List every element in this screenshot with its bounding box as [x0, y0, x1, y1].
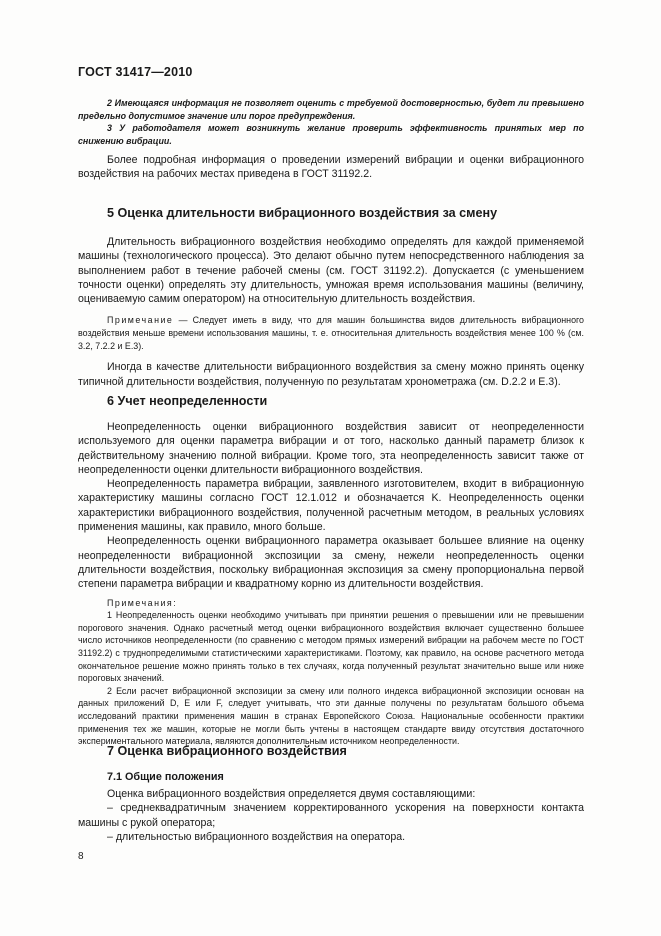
section-7-title: 7 Оценка вибрационного воздействия	[107, 744, 347, 758]
section-7-item-2: – длительностью вибрационного воздействия на оператора.	[107, 830, 406, 843]
notes-label: Примечания:	[107, 597, 178, 608]
subsection-7-1-title: 7.1 Общие положения	[107, 771, 224, 783]
section-6-note-1: 1 Неопределенность оценки необходимо учитывать при принятии решения о превышении или не превышении порогового значения. Однако расчетный метод оценки вибрационного воздействия включает существенно большее число источников неопределенности (по сравнению с методом прямых измерений вибрации на рабочем месте по ГОСТ 31192.2) с труднопределимыми статистическими характеристиками. Поэтому, как правило, на основе расчетного метода окончательное решение можно принять только в тех случаях, когда полученный результат значительно выше или ниже пороговых значений.	[78, 610, 584, 684]
section-7-paragraph-1: Оценка вибрационного воздействия определяется двумя составляющими:	[107, 788, 476, 800]
section-6-note-2: 2 Если расчет вибрационной экспозиции за смену или полного индекса вибрационной экспозиции основан на данных приложений D, Е или F, следует учитывать, что эти данные получены по результатам большого объема исследований практики применения машин в странах Европейского Союза. Национальные особенности практики применения тех же машин, которые не могли быть учтены в настоящем стандарте ввиду отсутствия достаточного экспериментального материала, являются дополнительным источником неопределенности.	[78, 685, 584, 747]
note-label: Примечание	[107, 315, 174, 326]
section-6-paragraph-1: Неопределенность оценки вибрационного воздействия зависит от неопределенности используемого для оценки параметра вибрации и от того, насколько данный параметр близок к действительному значению полной вибрации. Кроме того, эта неопределенность зависит также от неопределенности оценки длительности вибрационного воздействия.	[78, 421, 584, 476]
section-7-item-1: – среднеквадратичным значением корректированного ускорения на поверхности контакта машины с рукой оператора;	[78, 802, 584, 829]
section-6-paragraph-2: Неопределенность параметра вибрации, заявленного изготовителем, входит в вибрационную характеристику машины согласно ГОСТ 12.1.012 и обозначается K. Неопределенность оценки характеристики вибрационного воздействия, полученной расчетным методом, в реальных условиях применения машины, как правило, много больше.	[78, 478, 584, 534]
section-5-paragraph-1: Длительность вибрационного воздействия необходимо определять для каждой применяемой машины (технологического процесса). Это делают обычно путем непосредственного наблюдения за выполнением работ в течение рабочей смены (см. ГОСТ 31192.2). Допускается (с уменьшением точности оценки) определять эту длительность, умножая время использования машины (величину, оцениваемую самим оператором) на относительную длительность воздействия.	[78, 236, 584, 306]
section-6-title: 6 Учет неопределенности	[107, 394, 268, 408]
intro-paragraph: Более подробная информация о проведении измерений вибрации и оценки вибрационного воздействия на рабочих местах приведена в ГОСТ 31192.2.	[78, 154, 584, 181]
section-5-paragraph-2: Иногда в качестве длительности вибрационного воздействия за смену можно принять оценку типичной длительности воздействия, полученную по результатам хронометража (см. D.2.2 и Е.3).	[78, 361, 584, 388]
top-notes	[78, 97, 584, 147]
intro-paragraph-block	[78, 153, 584, 182]
document-header: ГОСТ 31417—2010	[78, 65, 193, 79]
note-text: — Следует иметь в виду, что для машин большинства видов длительность вибрационного воздействия меньше времени использования машины, т. е. относительная длительность воздействия менее 100 % (см. 3.2, 7.2.2 и Е.3).	[78, 315, 584, 351]
section-6-paragraph-3: Неопределенность оценки вибрационного параметра оказывает большее влияние на оценку неопределенности вибрационной экспозиции за смену, нежели неопределенность оценки длительности воздействия, поскольку вибрационная экспозиция за смену пропорциональна первой степени параметра вибрации и квадратному корню из длительности воздействия.	[78, 535, 584, 591]
note-3: 3 У работодателя может возникнуть желание проверить эффективность принятых мер по снижению вибрации.	[78, 123, 584, 146]
section-5-title: 5 Оценка длительности вибрационного воздействия за смену	[107, 206, 498, 220]
page-number: 8	[78, 851, 84, 862]
note-2: 2 Имеющаяся информация не позволяет оценить с требуемой достоверностью, будет ли превышено предельно допустимое значение или порог предупреждения.	[78, 98, 584, 121]
section-5-note	[78, 314, 584, 352]
section-7-body	[78, 787, 584, 844]
section-6-body	[78, 420, 584, 748]
section-5-body	[78, 235, 584, 389]
